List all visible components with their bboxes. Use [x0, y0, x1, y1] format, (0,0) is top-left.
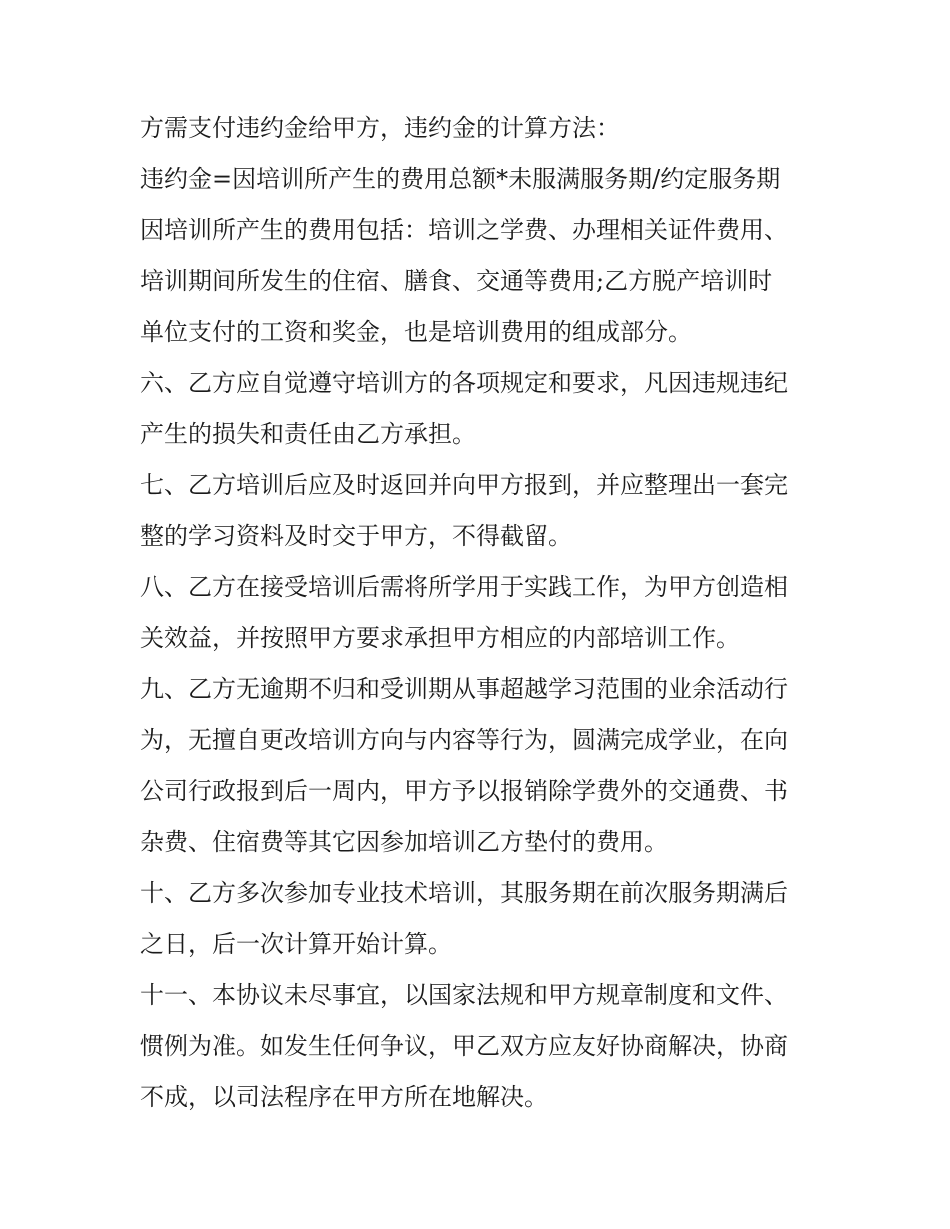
text-line: 不成，以司法程序在甲方所在地解决。 — [140, 1083, 548, 1111]
text-line: 关效益，并按照甲方要求承担甲方相应的内部培训工作。 — [140, 624, 740, 652]
text-line: 培训期间所发生的住宿、膳食、交通等费用;乙方脱产培训时 — [140, 267, 773, 295]
text-line: 十、乙方多次参加专业技术培训，其服务期在前次服务期满后 — [140, 879, 788, 907]
text-line: 八、乙方在接受培训后需将所学用于实践工作，为甲方创造相 — [140, 573, 788, 601]
document-body — [140, 103, 830, 1123]
text-line: 十一、本协议未尽事宜，以国家法规和甲方规章制度和文件、 — [140, 981, 788, 1009]
text-line: 之日，后一次计算开始计算。 — [140, 930, 452, 958]
text-line: 九、乙方无逾期不归和受训期从事超越学习范围的业余活动行 — [140, 675, 788, 703]
text-line: 惯例为准。如发生任何争议，甲乙双方应友好协商解决，协商 — [140, 1032, 788, 1060]
text-line: 单位支付的工资和奖金，也是培训费用的组成部分。 — [140, 318, 692, 346]
text-line: 产生的损失和责任由乙方承担。 — [140, 420, 476, 448]
text-line: 公司行政报到后一周内，甲方予以报销除学费外的交通费、书 — [140, 777, 788, 805]
text-line: 违约金=因培训所产生的费用总额*未服满服务期/约定服务期 — [140, 165, 781, 193]
text-line: 方需支付违约金给甲方，违约金的计算方法： — [140, 114, 620, 142]
text-line: 为，无擅自更改培训方向与内容等行为，圆满完成学业，在向 — [140, 726, 788, 754]
text-line: 六、乙方应自觉遵守培训方的各项规定和要求，凡因违规违纪 — [140, 369, 788, 397]
text-line: 因培训所产生的费用包括：培训之学费、办理相关证件费用、 — [140, 216, 788, 244]
text-line: 七、乙方培训后应及时返回并向甲方报到，并应整理出一套完 — [140, 471, 788, 499]
text-line: 杂费、住宿费等其它因参加培训乙方垫付的费用。 — [140, 828, 668, 856]
text-line: 整的学习资料及时交于甲方，不得截留。 — [140, 522, 572, 550]
